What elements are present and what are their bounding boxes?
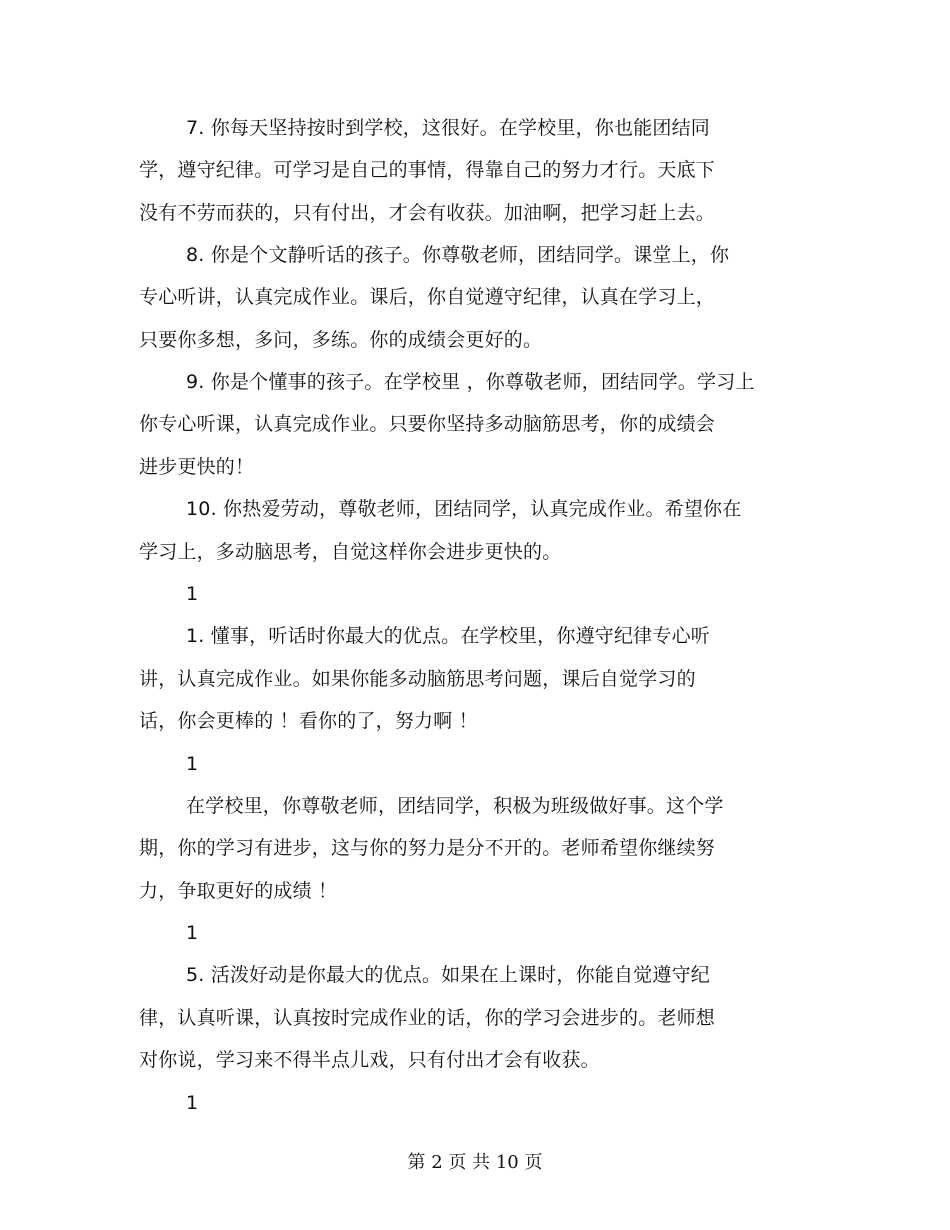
text-line: 你专心听课，认真完成作业。只要你坚持多动脑筋思考，你的成绩会 [139, 413, 716, 435]
text-line: 期，你的学习有进步，这与你的努力是分不开的。老师希望你继续努 [139, 837, 716, 859]
text-line: 讲，认真完成作业。如果你能多动脑筋思考问题，课后自觉学习的 [139, 668, 696, 690]
text-line: 在学校里，你尊敬老师，团结同学，积极为班级做好事。这个学 [186, 795, 724, 817]
text-line: 8. 你是个文静听话的孩子。你尊敬老师，团结同学。课堂上，你 [186, 244, 730, 266]
text-line: 1 [186, 1092, 199, 1114]
text-line: 1 [186, 583, 199, 605]
page-number-footer: 第 2 页 共 10 页 [407, 1152, 543, 1173]
text-line: 5. 活泼好动是你最大的优点。如果在上课时，你能自觉遵守纪 [186, 964, 710, 986]
text-line: 力，争取更好的成绩 ！ [139, 880, 338, 902]
text-line: 没有不劳而获的，只有付出，才会有收获。加油啊，把学习赶上去。 [139, 202, 716, 224]
text-line: 7. 你每天坚持按时到学校，这很好。在学校里，你也能团结同 [186, 117, 710, 139]
text-line: 对你说，学习来不得半点儿戏，只有付出才会有收获。 [139, 1049, 600, 1071]
text-line: 1 [186, 753, 199, 775]
text-line: 只要你多想，多问，多练。你的成绩会更好的。 [139, 329, 543, 351]
text-line: 话，你会更棒的 ！看你的了，努力啊 ！ [139, 710, 478, 732]
text-line: 1 [186, 922, 199, 944]
text-line: 学，遵守纪律。可学习是自己的事情，得靠自己的努力才行。天底下 [139, 159, 716, 181]
text-line: 进步更快的！ [139, 456, 255, 478]
text-line: 10. 你热爱劳动，尊敬老师，团结同学，认真完成作业。希望你在 [186, 498, 742, 520]
text-line: 9. 你是个懂事的孩子。在学校里 ，你尊敬老师，团结同学。学习上 [186, 371, 755, 393]
text-line: 1. 懂事，听话时你最大的优点。在学校里，你遵守纪律专心听 [186, 625, 710, 647]
text-line: 学习上，多动脑思考，自觉这样你会进步更快的。 [139, 541, 562, 563]
text-line: 专心听讲，认真完成作业。课后，你自觉遵守纪律，认真在学习上， [139, 286, 716, 308]
text-line: 律，认真听课，认真按时完成作业的话，你的学习会进步的。老师想 [139, 1007, 716, 1029]
